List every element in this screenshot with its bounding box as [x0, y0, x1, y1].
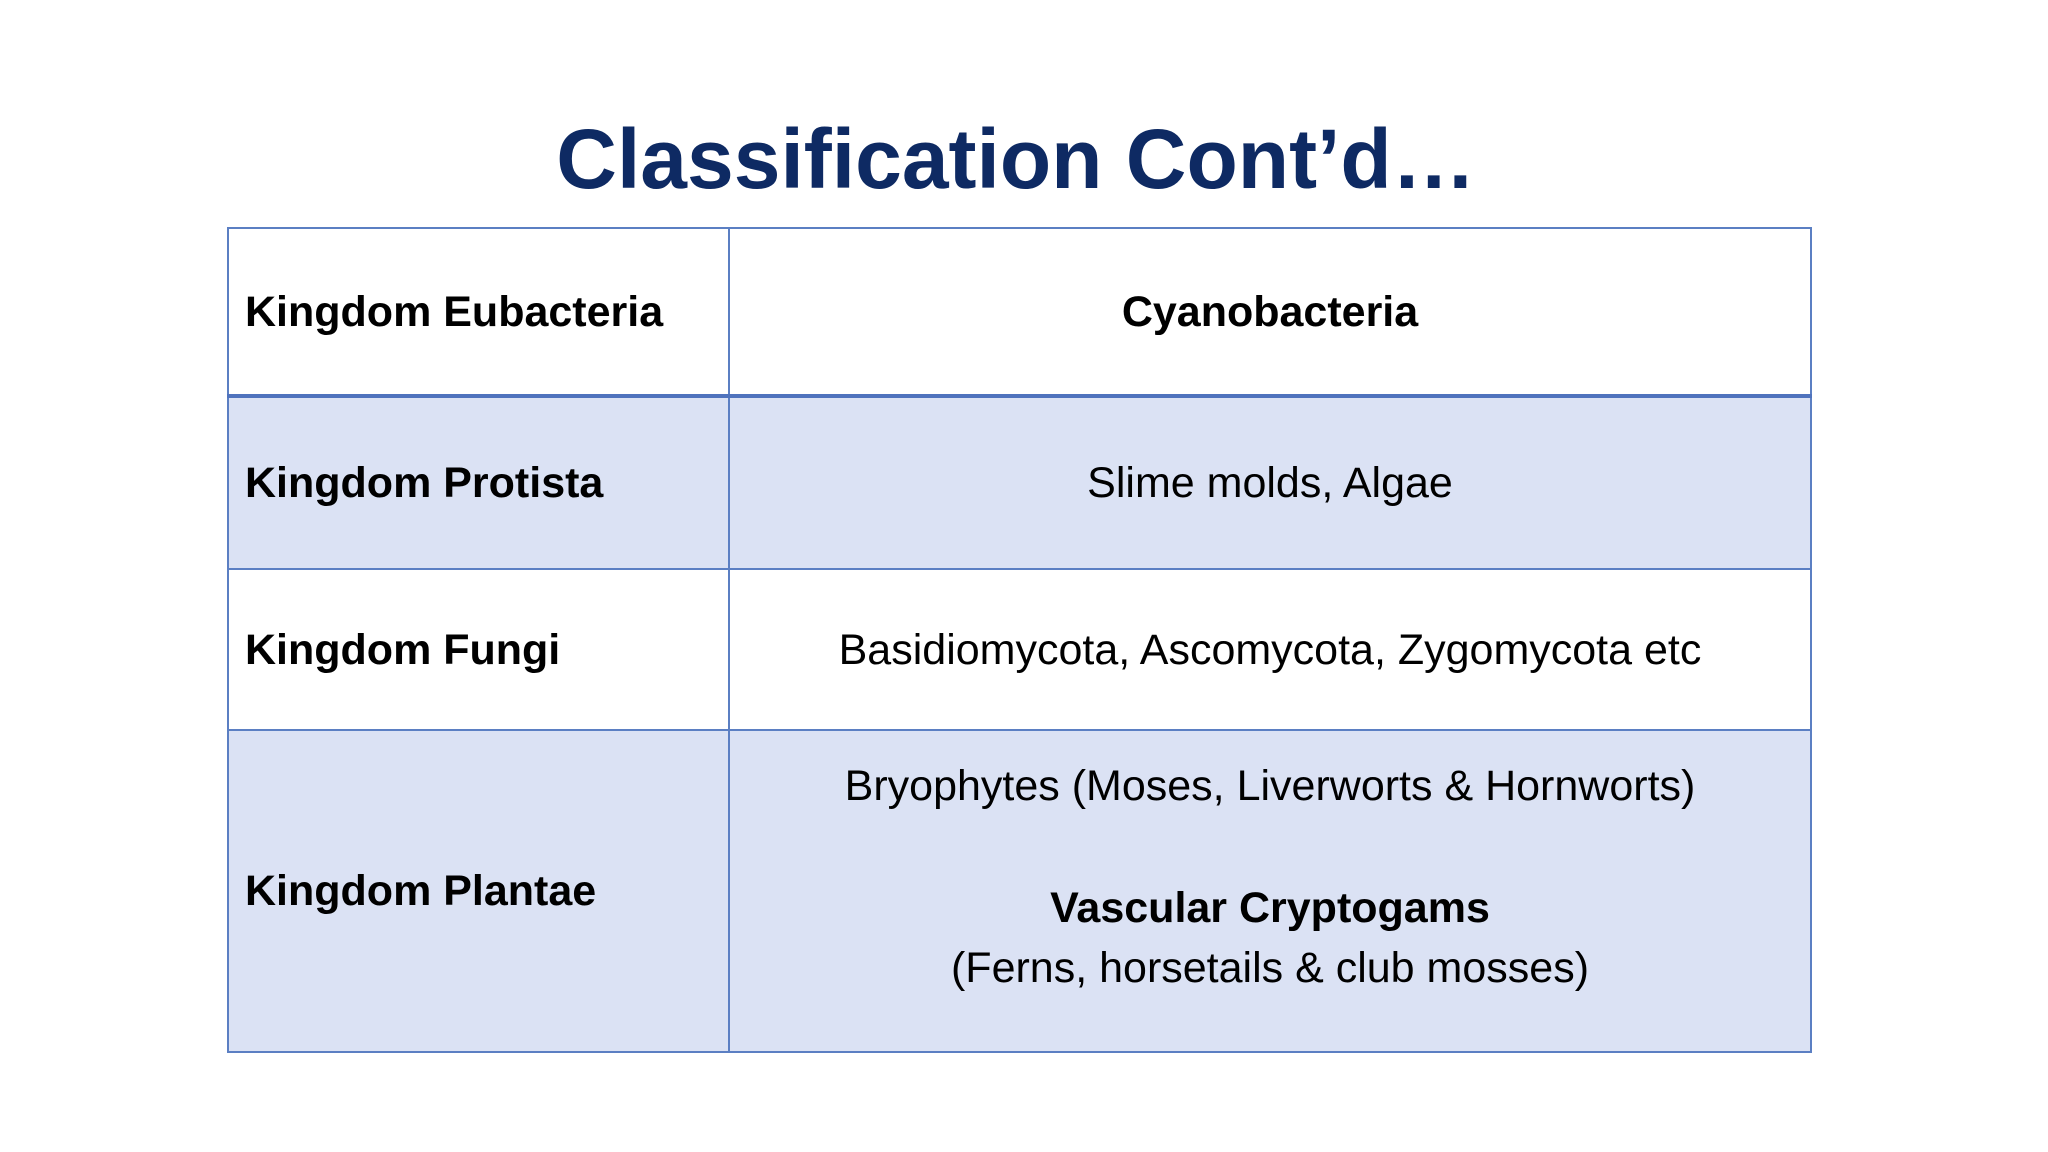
- examples-cell: Slime molds, Algae: [729, 396, 1811, 569]
- kingdom-cell: Kingdom Protista: [228, 396, 729, 569]
- table-row: [228, 569, 1811, 730]
- kingdom-cell: Kingdom Plantae: [228, 730, 729, 1052]
- examples-cell: Cyanobacteria: [729, 228, 1811, 396]
- classification-table: [227, 227, 1812, 1053]
- slide-title: Classification Cont’d…: [556, 112, 1476, 206]
- table-row: [228, 228, 1811, 396]
- line-spacer: [746, 816, 1794, 878]
- kingdom-cell: Kingdom Fungi: [228, 569, 729, 730]
- examples-cell: Basidiomycota, Ascomycota, Zygomycota etc: [729, 569, 1811, 730]
- table-row: [228, 730, 1811, 1052]
- table-row: [228, 396, 1811, 569]
- examples-line: Bryophytes (Moses, Liverworts & Hornworts): [844, 762, 1696, 810]
- examples-heading: Vascular Cryptogams: [1050, 884, 1490, 932]
- examples-cell: [729, 730, 1811, 1052]
- kingdom-cell: Kingdom Eubacteria: [228, 228, 729, 396]
- examples-line: (Ferns, horsetails & club mosses): [950, 944, 1590, 992]
